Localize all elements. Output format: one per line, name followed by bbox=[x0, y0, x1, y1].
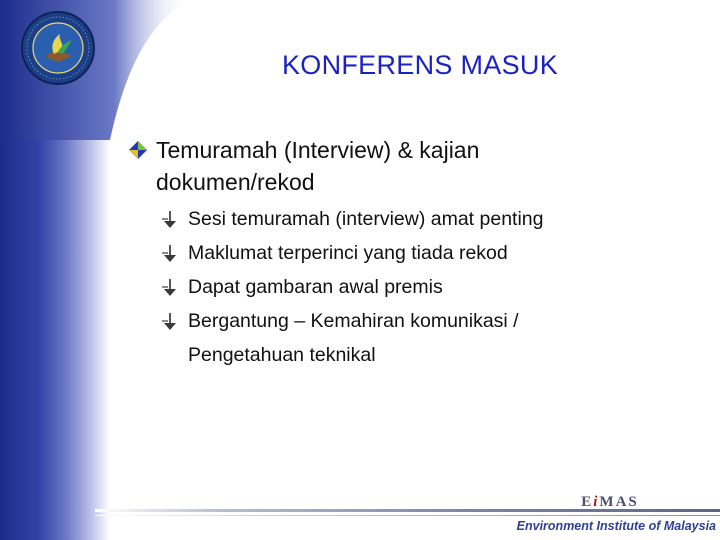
footer-subtitle: Environment Institute of Malaysia bbox=[516, 519, 716, 533]
footer-logo-i: i bbox=[593, 494, 600, 510]
footer-logo-prefix: E bbox=[581, 494, 594, 510]
arrow-bullet-icon bbox=[162, 313, 178, 331]
main-bullet-line1: Temuramah (Interview) & kajian bbox=[156, 137, 480, 163]
arrow-bullet-icon bbox=[162, 211, 178, 229]
sub-bullet-text: Bergantung – Kemahiran komunikasi / bbox=[188, 310, 519, 332]
arrow-bullet-icon bbox=[162, 245, 178, 263]
department-seal-icon bbox=[20, 10, 96, 86]
sub-bullet-list bbox=[162, 202, 682, 372]
footer-logo-suffix: MAS bbox=[599, 494, 639, 510]
footer-divider-thin bbox=[95, 515, 720, 516]
sub-bullet-item bbox=[162, 304, 682, 338]
main-bullet bbox=[128, 134, 688, 198]
diamond-bullet-icon bbox=[128, 140, 148, 160]
sub-bullet-text: Dapat gambaran awal premis bbox=[188, 276, 443, 298]
arrow-bullet-icon bbox=[162, 279, 178, 297]
sub-bullet-text: Pengetahuan teknikal bbox=[188, 344, 376, 366]
footer-logo bbox=[570, 494, 650, 511]
sub-bullet-item bbox=[162, 202, 682, 236]
slide-title: KONFERENS MASUK bbox=[281, 50, 559, 80]
sub-bullet-continuation bbox=[162, 338, 682, 372]
sub-bullet-item bbox=[162, 236, 682, 270]
main-bullet-line2: dokumen/rekod bbox=[156, 169, 315, 195]
sub-bullet-text: Sesi temuramah (interview) amat penting bbox=[188, 208, 544, 230]
sub-bullet-text: Maklumat terperinci yang tiada rekod bbox=[188, 242, 508, 264]
sub-bullet-item bbox=[162, 270, 682, 304]
